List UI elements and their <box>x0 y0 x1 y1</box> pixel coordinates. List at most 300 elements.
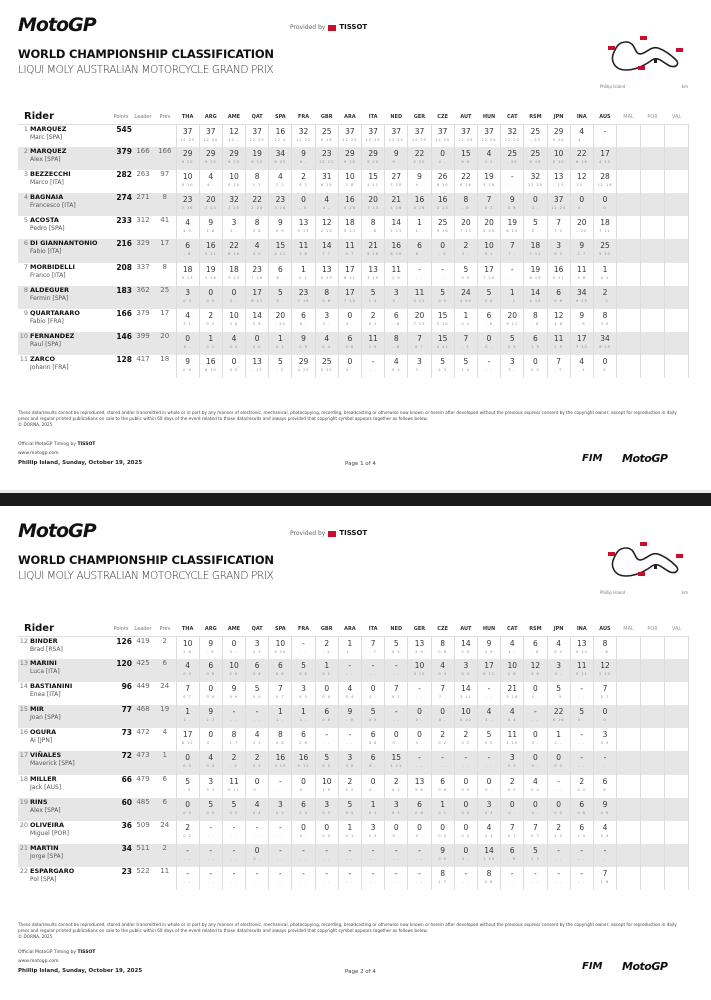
race-points: 0 <box>393 730 399 740</box>
race-breakdown: 0 1 <box>345 833 355 838</box>
leader-gap: 479 <box>136 774 150 783</box>
race-points: 5 <box>370 287 376 297</box>
future-race-cell <box>617 867 641 890</box>
race-result <box>362 124 385 147</box>
race-breakdown: 6 16 <box>459 183 472 188</box>
race-result <box>524 263 547 286</box>
race-result <box>593 147 616 170</box>
future-race-cell <box>665 170 689 193</box>
race-result <box>501 216 524 239</box>
race-result <box>199 147 222 170</box>
future-race-cell <box>665 332 689 355</box>
future-race-cell <box>665 124 689 147</box>
race-result <box>570 844 593 867</box>
race-result <box>570 798 593 821</box>
race-result <box>199 216 222 239</box>
race-breakdown: 2 20 <box>413 160 426 165</box>
race-result <box>222 636 245 659</box>
race-result <box>222 775 245 798</box>
race-breakdown: 7 10 <box>483 275 495 280</box>
race-breakdown: - 25 <box>506 160 518 165</box>
official-timing <box>18 442 95 447</box>
position: 18 <box>19 774 28 783</box>
race-breakdown: 0 10 <box>228 183 240 188</box>
race-breakdown: 1 - <box>415 229 424 234</box>
race-points: 6 <box>556 287 561 297</box>
race-result <box>338 867 361 890</box>
race-points: 12 <box>321 218 332 228</box>
race-points: 20 <box>275 310 286 320</box>
race-result <box>501 286 524 309</box>
rider-firstname: Francesco [ITA] <box>30 202 76 210</box>
race-breakdown: - <box>603 856 607 861</box>
points: 216 <box>110 239 132 262</box>
race-breakdown: 0 2 <box>206 321 216 326</box>
future-race-cell <box>641 147 665 170</box>
race-result <box>431 659 454 682</box>
race-breakdown: - - <box>416 856 423 861</box>
race-result <box>315 239 338 262</box>
race-breakdown: 2 2 <box>276 183 285 188</box>
race-points: 11 <box>577 264 587 274</box>
race-breakdown: 0 6 <box>438 787 447 792</box>
race-breakdown: 4 - <box>206 183 215 188</box>
race-breakdown: 7 13 <box>204 206 217 211</box>
rider-firstname: Fermin [SPA] <box>30 294 69 302</box>
race-result <box>477 682 500 705</box>
race-points: 8 <box>533 310 538 320</box>
race-result <box>454 867 477 890</box>
race-breakdown: - 9 <box>206 649 215 654</box>
race-points: - <box>325 730 329 740</box>
race-result <box>269 636 292 659</box>
race-result <box>570 239 593 262</box>
race-result <box>292 216 315 239</box>
race-breakdown: - - <box>277 856 284 861</box>
website-url[interactable]: www.motogp.com <box>18 959 59 964</box>
race-breakdown: 0 0 <box>554 810 563 815</box>
race-result <box>292 659 315 682</box>
race-points: 4 <box>579 356 585 366</box>
race-result <box>408 775 431 798</box>
points: 34 <box>110 844 132 867</box>
rider-cell <box>18 798 110 821</box>
race-points: - <box>534 868 537 878</box>
race-breakdown: 0 - <box>531 741 540 746</box>
race-points: 3 <box>370 822 376 832</box>
future-race-cell <box>617 728 641 751</box>
race-breakdown: 3 - <box>508 367 517 372</box>
race-result <box>362 844 385 867</box>
race-points: - <box>464 753 468 763</box>
race-points: 25 <box>321 126 332 136</box>
race-points: 5 <box>185 776 190 786</box>
race-points: 0 <box>208 287 214 297</box>
race-result <box>501 193 524 216</box>
race-result <box>292 705 315 728</box>
col-header-race: AME <box>222 110 245 124</box>
race-breakdown: 0 2 <box>252 764 262 769</box>
race-points: 3 <box>417 356 422 366</box>
col-header-race: GBR <box>315 110 338 124</box>
race-breakdown: 12 25 <box>388 137 404 142</box>
race-breakdown: - 2 <box>601 298 609 303</box>
race-points: 9 <box>440 845 446 855</box>
race-result <box>385 844 408 867</box>
race-result <box>176 751 199 774</box>
race-points: 32 <box>298 126 309 136</box>
col-header-future-race: POR <box>641 622 665 636</box>
col-header-race: RSM <box>524 622 547 636</box>
race-result <box>269 239 292 262</box>
race-points: 23 <box>275 195 286 205</box>
race-result <box>385 867 408 890</box>
race-breakdown: 5 11 <box>297 764 310 769</box>
race-breakdown: 4 7 <box>345 252 355 257</box>
race-breakdown: 6 - <box>276 275 285 280</box>
race-points: 3 <box>393 799 399 809</box>
race-breakdown: 9 25 <box>575 298 588 303</box>
col-header-future-race: VAL <box>665 110 689 124</box>
race-result <box>524 798 547 821</box>
race-breakdown: 7 16 <box>297 298 310 303</box>
website-url[interactable]: www.motogp.com <box>18 451 59 456</box>
race-points: - <box>418 684 421 694</box>
race-result <box>547 124 570 147</box>
leader-gap: 522 <box>136 866 150 875</box>
race-result <box>176 775 199 798</box>
race-points: - <box>557 845 560 855</box>
race-result <box>199 286 222 309</box>
future-race-cell <box>617 705 641 728</box>
race-breakdown: 4 25 <box>297 367 310 372</box>
race-points: 20 <box>507 310 517 320</box>
race-breakdown: 5 0 <box>484 298 494 303</box>
points: 233 <box>116 216 132 226</box>
race-breakdown: 0 3 <box>484 810 494 815</box>
race-breakdown: 5 11 <box>204 252 217 257</box>
rider-cell <box>18 286 110 309</box>
race-result <box>408 636 431 659</box>
col-header-race: ITA <box>362 622 385 636</box>
race-breakdown: - - <box>253 879 261 884</box>
race-points: 9 <box>231 684 237 694</box>
col-header-race: INA <box>570 622 593 636</box>
race-breakdown: 5 20 <box>320 367 333 372</box>
table-row <box>18 239 689 262</box>
race-breakdown: 0 1 <box>299 275 308 280</box>
race-breakdown: 0 6 <box>345 344 355 349</box>
rider-cell <box>18 682 110 705</box>
race-breakdown: - 7 <box>462 344 470 349</box>
rider-surname: OLIVEIRA <box>30 820 65 829</box>
race-points: 8 <box>463 195 469 205</box>
col-header-leader: Leader <box>132 110 154 124</box>
race-points: - <box>209 868 213 878</box>
race-result <box>547 659 570 682</box>
race-breakdown: - 8 <box>531 321 540 326</box>
race-points: 28 <box>600 172 610 182</box>
race-breakdown: - 0 <box>438 252 447 257</box>
table-row <box>18 263 689 286</box>
race-points: 20 <box>206 195 216 205</box>
race-breakdown: 0 9 <box>229 695 239 700</box>
race-result <box>570 147 593 170</box>
race-breakdown: 0 <box>603 718 607 723</box>
race-breakdown: 0 9 <box>484 649 494 654</box>
race-breakdown: 4 8 <box>554 321 563 326</box>
race-points: 6 <box>579 822 585 832</box>
race-result <box>199 263 222 286</box>
race-result <box>222 124 245 147</box>
race-breakdown: 0 <box>603 206 607 211</box>
race-points: 0 <box>533 684 538 694</box>
rider-firstname: Marc [SPA] <box>30 133 63 141</box>
race-points: - <box>580 868 584 878</box>
race-points: 8 <box>393 333 399 343</box>
race-breakdown: 4 0 <box>252 252 262 257</box>
race-points: 7 <box>556 218 561 228</box>
race-points: 0 <box>463 776 469 786</box>
race-points: 16 <box>206 356 216 366</box>
col-header-race: FRA <box>292 110 315 124</box>
race-breakdown: 0 3 <box>461 672 471 677</box>
race-result <box>524 751 547 774</box>
race-points: 8 <box>231 730 237 740</box>
col-header-race: THA <box>176 622 199 636</box>
race-points: 0 <box>533 356 538 366</box>
rider-firstname: Brad [RSA] <box>30 645 63 653</box>
prev-gap: 97 <box>160 170 170 179</box>
race-breakdown: 0 0 <box>206 298 216 303</box>
race-breakdown: 12 4 <box>274 137 287 142</box>
race-points: 0 <box>533 730 538 740</box>
race-result <box>547 286 570 309</box>
rider-cell <box>18 147 110 170</box>
race-breakdown: 9 20 <box>552 137 565 142</box>
future-race-cell <box>641 705 665 728</box>
rider-surname: ACOSTA <box>30 216 59 225</box>
race-result <box>454 798 477 821</box>
race-result <box>431 124 454 147</box>
col-header-leader: Leader <box>132 622 154 636</box>
future-race-cell <box>617 355 641 378</box>
race-result <box>385 170 408 193</box>
race-points: 25 <box>530 149 541 159</box>
race-result <box>431 775 454 798</box>
race-points: 10 <box>507 661 517 671</box>
race-result <box>269 728 292 751</box>
official-timing-label: Official MotoGP Timing by <box>18 950 76 955</box>
race-result <box>454 705 477 728</box>
race-points: 0 <box>231 287 237 297</box>
race-points: 0 <box>370 684 376 694</box>
race-result <box>477 170 500 193</box>
race-breakdown: 7 16 <box>251 275 264 280</box>
race-result <box>176 309 199 332</box>
race-breakdown: 2 9 <box>368 344 378 349</box>
race-result <box>385 751 408 774</box>
race-breakdown: 12 - <box>576 183 588 188</box>
race-breakdown: - - <box>369 367 377 372</box>
start-line-icon <box>654 59 657 63</box>
race-points: 4 <box>208 753 214 763</box>
future-race-cell <box>665 239 689 262</box>
race-result <box>246 867 269 890</box>
race-breakdown: 0 - <box>230 649 238 654</box>
future-race-cell <box>641 659 665 682</box>
race-breakdown: 5 10 <box>436 321 449 326</box>
race-breakdown: - - <box>323 741 331 746</box>
race-result <box>524 355 547 378</box>
race-result <box>338 728 361 751</box>
race-points: 4 <box>509 707 515 717</box>
race-result <box>408 239 431 262</box>
race-result <box>593 636 616 659</box>
future-race-cell <box>665 659 689 682</box>
race-breakdown: 12 20 <box>527 183 543 188</box>
race-points: 31 <box>321 172 332 182</box>
race-points: 16 <box>553 264 564 274</box>
fim-logo: FIM <box>582 961 603 972</box>
disclaimer <box>18 922 688 940</box>
race-points: 0 <box>208 730 214 740</box>
race-points: - <box>510 264 514 274</box>
race-points: 17 <box>484 264 494 274</box>
race-breakdown: 0 8 <box>438 649 447 654</box>
race-breakdown: 0 5 <box>252 695 262 700</box>
race-points: 0 <box>556 753 561 763</box>
prev-gap: 6 <box>154 659 176 682</box>
race-breakdown: - 6 <box>485 321 493 326</box>
race-points: 8 <box>370 218 376 228</box>
race-breakdown: - 2 <box>322 649 331 654</box>
future-race-cell <box>665 775 689 798</box>
race-points: 3 <box>393 287 399 297</box>
race-breakdown: - - <box>439 764 446 769</box>
race-result <box>222 682 245 705</box>
race-result <box>501 309 524 332</box>
race-breakdown: 12 - <box>228 137 240 142</box>
t1-marker <box>608 552 615 556</box>
race-result <box>547 332 570 355</box>
col-header-race: CZE <box>431 622 454 636</box>
race-points: - <box>441 753 445 763</box>
race-breakdown: 6 10 <box>390 252 403 257</box>
race-result <box>593 239 616 262</box>
rider-surname: MORBIDELLI <box>30 262 75 271</box>
race-points: 20 <box>368 195 378 205</box>
track-length: km <box>681 84 688 89</box>
race-points: 0 <box>185 333 190 343</box>
race-points: 2 <box>602 287 608 297</box>
race-result <box>292 798 315 821</box>
race-breakdown: 3 10 <box>367 275 379 280</box>
race-result <box>454 728 477 751</box>
race-points: 21 <box>368 241 378 251</box>
race-result <box>222 332 245 355</box>
race-breakdown: 0 6 <box>276 672 285 677</box>
col-header-race: AME <box>222 622 245 636</box>
tissot-t-icon <box>328 25 336 31</box>
race-points: 6 <box>602 776 608 786</box>
race-points: - <box>394 868 398 878</box>
race-breakdown: 0 6 <box>252 672 262 677</box>
race-points: 0 <box>185 753 190 763</box>
col-header-race: HUN <box>477 622 500 636</box>
prev-gap: 6 <box>154 798 176 821</box>
race-breakdown: 0 5 <box>461 275 471 280</box>
race-breakdown: 6 <box>603 787 607 792</box>
race-breakdown: 6 10 <box>204 367 217 372</box>
col-header-race: ARG <box>199 110 222 124</box>
race-result <box>524 728 547 751</box>
race-breakdown: 0 6 <box>368 741 378 746</box>
race-result <box>547 636 570 659</box>
race-points: 6 <box>486 310 492 320</box>
race-points: 17 <box>182 730 193 740</box>
prev-gap: 24 <box>160 682 170 691</box>
race-result <box>593 659 616 682</box>
tissot-t-icon <box>328 531 336 537</box>
race-points: 29 <box>553 126 564 136</box>
race-breakdown: - - <box>346 879 354 884</box>
race-breakdown: - - <box>230 879 238 884</box>
start-line-icon <box>654 565 657 569</box>
race-breakdown: 0 - <box>438 718 447 723</box>
race-result <box>477 124 500 147</box>
future-race-cell <box>641 355 665 378</box>
race-result <box>292 728 315 751</box>
race-points: 0 <box>393 822 399 832</box>
race-points: - <box>348 868 352 878</box>
rider-firstname: Alex [SPA] <box>30 806 61 814</box>
race-result <box>501 821 524 844</box>
race-result <box>362 659 385 682</box>
race-breakdown: - 20 <box>274 321 286 326</box>
race-result <box>269 751 292 774</box>
race-points: 0 <box>301 195 306 205</box>
race-breakdown: 0 9 <box>276 229 285 234</box>
race-breakdown: - - <box>578 695 586 700</box>
race-result <box>222 216 245 239</box>
col-header-race: INA <box>570 110 593 124</box>
race-points: 10 <box>553 149 564 159</box>
race-breakdown: - - <box>578 879 586 884</box>
race-result <box>454 636 477 659</box>
race-result <box>292 239 315 262</box>
race-result <box>315 636 338 659</box>
race-breakdown: 0 2 <box>577 787 587 792</box>
race-points: 1 <box>602 264 608 274</box>
race-result <box>292 775 315 798</box>
race-points: 9 <box>486 638 492 648</box>
race-result <box>199 355 222 378</box>
race-breakdown: 0 7 <box>600 695 610 700</box>
leader-gap: 509 <box>136 820 150 829</box>
race-breakdown: 7 11 <box>599 229 611 234</box>
race-result <box>315 705 338 728</box>
page-number: Page 1 of 4 <box>345 461 376 467</box>
race-points: - <box>371 845 375 855</box>
race-breakdown: 4 11 <box>436 344 449 349</box>
race-points: 37 <box>252 126 262 136</box>
prev-gap: 19 <box>154 705 176 728</box>
race-points: 2 <box>185 822 190 832</box>
race-breakdown: - - <box>532 718 539 723</box>
race-points: 7 <box>509 241 515 251</box>
race-breakdown: - - <box>392 672 400 677</box>
